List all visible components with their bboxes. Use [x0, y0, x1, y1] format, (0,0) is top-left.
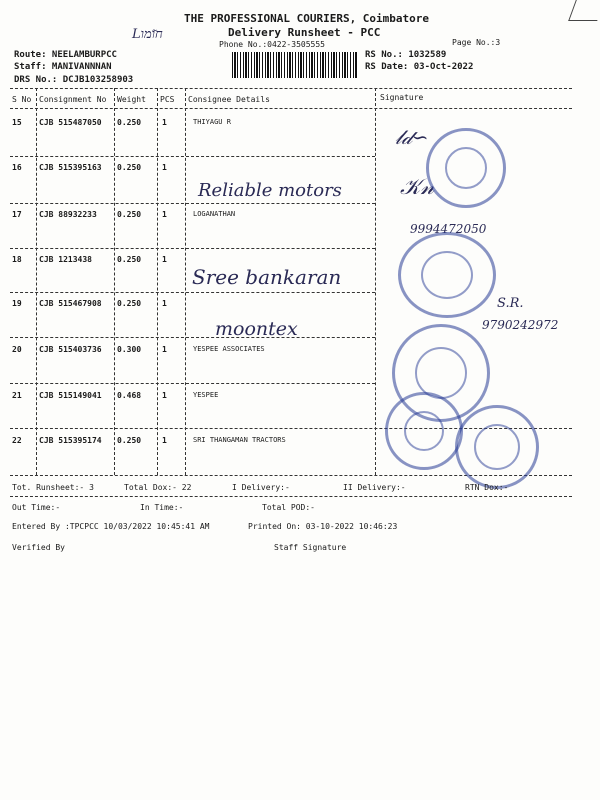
row-consignment-no: CJB 515487050 — [39, 118, 102, 127]
rubber-stamp-1 — [426, 128, 506, 208]
handwritten-phone-1: 9994472050 — [410, 222, 487, 236]
row-pcs: 1 — [162, 163, 167, 172]
corner-mark — [568, 0, 600, 21]
header-signature: Signature — [380, 93, 424, 102]
handwritten-sr: S.R. — [497, 296, 524, 311]
row-consignment-no: CJB 88932233 — [39, 210, 97, 219]
row-consignment-no: CJB 515395163 — [39, 163, 102, 172]
rubber-stamp-2 — [398, 232, 496, 318]
row-weight: 0.250 — [117, 118, 142, 127]
page-title: Delivery Runsheet - PCC — [228, 26, 381, 39]
header-pcs: PCS — [160, 95, 175, 104]
row-pcs: 1 — [162, 299, 167, 308]
row-weight: 0.250 — [117, 255, 142, 264]
row-pcs: 1 — [162, 436, 167, 445]
row-sno: 16 — [12, 163, 22, 172]
in-time: In Time:- — [140, 503, 184, 512]
rtn-dox: RTN Dox:- — [465, 483, 509, 492]
phone-number: Phone No.:0422-3505555 — [219, 40, 325, 49]
handwritten-phone-2: 9790242972 — [482, 318, 559, 332]
handwritten-sree-bankaran: Sree bankaran — [192, 265, 342, 289]
row-sno: 19 — [12, 299, 22, 308]
handwritten-reliable-motors: Reliable motors — [198, 180, 342, 201]
row-weight: 0.300 — [117, 345, 142, 354]
row-pcs: 1 — [162, 345, 167, 354]
barcode — [232, 52, 358, 78]
row-weight: 0.250 — [117, 210, 142, 219]
row-consignee: LOGANATHAN — [193, 210, 236, 218]
drs-number: DRS No.: DCJB103258903 — [14, 75, 134, 85]
row-pcs: 1 — [162, 118, 167, 127]
row-sno: 20 — [12, 345, 22, 354]
row-consignment-no: CJB 515467908 — [39, 299, 102, 308]
staff: Staff: MANIVANNNAN — [14, 62, 112, 72]
rs-number: RS No.: 1032589 — [365, 50, 447, 60]
out-time: Out Time:- — [12, 503, 61, 512]
entered-by: Entered By :TPCPCC 10/03/2022 10:45:41 AM — [12, 522, 210, 531]
row-pcs: 1 — [162, 391, 167, 400]
signature-scribble-1: 𝓁𝒹∽ — [395, 125, 429, 149]
row-sno: 22 — [12, 436, 22, 445]
row-weight: 0.468 — [117, 391, 142, 400]
row-consignee: YESPEE — [193, 391, 219, 399]
row-weight: 0.250 — [117, 436, 142, 445]
rs-date: RS Date: 03-Oct-2022 — [365, 62, 474, 72]
row-consignment-no: CJB 515149041 — [39, 391, 102, 400]
header-sno: S No — [12, 95, 32, 104]
row-consignment-no: CJB 515403736 — [39, 345, 102, 354]
verified-by: Verified By — [12, 543, 65, 552]
total-pod: Total POD:- — [262, 503, 315, 512]
row-sno: 17 — [12, 210, 22, 219]
row-consignee: SRI THANGAMAN TRACTORS — [193, 436, 286, 444]
header-consignee: Consignee Details — [188, 95, 270, 104]
i-delivery: I Delivery:- — [232, 483, 290, 492]
row-pcs: 1 — [162, 255, 167, 264]
page-number: Page No.:3 — [452, 38, 501, 47]
company-name: THE PROFESSIONAL COURIERS, Coimbatore — [184, 12, 430, 25]
row-weight: 0.250 — [117, 163, 142, 172]
rubber-stamp-4 — [385, 392, 463, 470]
handwritten-moontex: moontex — [215, 318, 298, 340]
row-sno: 15 — [12, 118, 22, 127]
header-consignment: Consignment No — [39, 95, 107, 104]
staff-signature: Staff Signature — [274, 543, 347, 552]
printed-on: Printed On: 03-10-2022 10:46:23 — [248, 522, 398, 531]
header-weight: Weight — [117, 95, 146, 104]
row-consignment-no: CJB 1213438 — [39, 255, 92, 264]
row-sno: 21 — [12, 391, 22, 400]
signature-scribble-2: 𝒦𝓃 — [400, 175, 434, 200]
row-consignment-no: CJB 515395174 — [39, 436, 102, 445]
row-consignee: YESPEE ASSOCIATES — [193, 345, 265, 353]
total-dox: Total Dox:- 22 — [124, 483, 192, 492]
route: Route: NEELAMBURPCC — [14, 50, 117, 60]
ii-delivery: II Delivery:- — [343, 483, 406, 492]
row-weight: 0.250 — [117, 299, 142, 308]
tot-runsheet: Tot. Runsheet:- 3 — [12, 483, 94, 492]
handwritten-note: Lחו̃מו — [132, 27, 163, 42]
row-sno: 18 — [12, 255, 22, 264]
rubber-stamp-5 — [455, 405, 539, 489]
row-pcs: 1 — [162, 210, 167, 219]
row-consignee: THIYAGU R — [193, 118, 231, 126]
